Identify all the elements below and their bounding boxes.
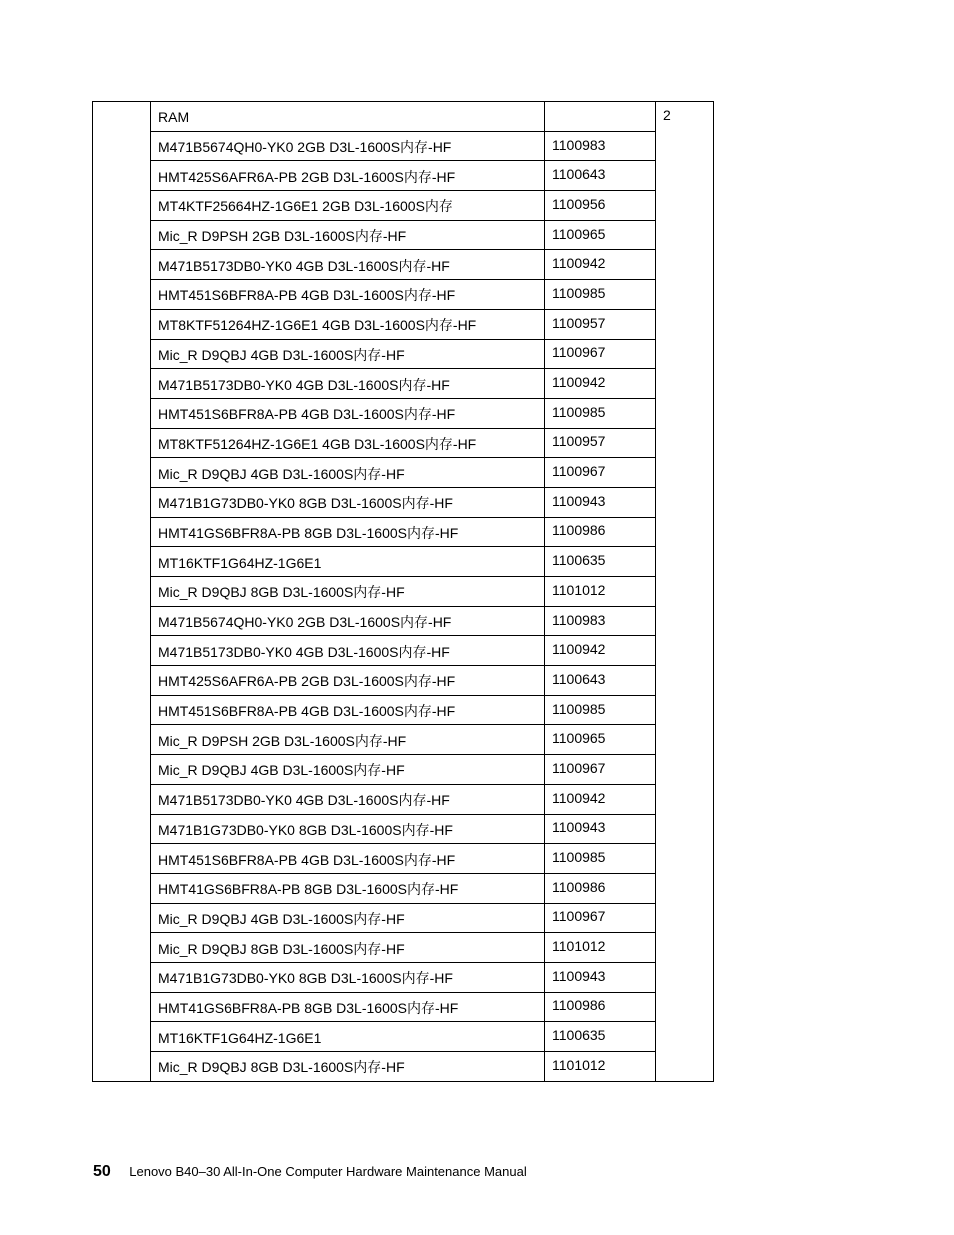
part-description: MT16KTF1G64HZ-1G6E1 [151,547,545,577]
table-body [93,102,714,1082]
fru-number: 1100985 [545,280,656,310]
part-description: M471B5674QH0-YK0 2GB D3L-1600S内存-HF [151,606,545,636]
fru-number: 1100967 [545,339,656,369]
part-description: HMT451S6BFR8A-PB 4GB D3L-1600S内存-HF [151,280,545,310]
table-row [93,280,714,310]
fru-number: 1100635 [545,1022,656,1052]
part-description: Mic_R D9QBJ 4GB D3L-1600S内存-HF [151,458,545,488]
fru-number: 1100967 [545,755,656,785]
table-row [93,161,714,191]
fru-number: 1100942 [545,369,656,399]
part-description: Mic_R D9PSH 2GB D3L-1600S内存-HF [151,725,545,755]
part-description: M471B5173DB0-YK0 4GB D3L-1600S内存-HF [151,636,545,666]
fru-number: 1101012 [545,577,656,607]
fru-number: 1100986 [545,992,656,1022]
fru-number: 1100635 [545,547,656,577]
ram-parts-table [92,101,714,1082]
quantity-cell: 2 [656,102,714,1082]
fru-number: 1100957 [545,309,656,339]
part-description: MT4KTF25664HZ-1G6E1 2GB D3L-1600S内存 [151,191,545,221]
table-row [93,695,714,725]
fru-number: 1100985 [545,695,656,725]
part-description: MT16KTF1G64HZ-1G6E1 [151,1022,545,1052]
part-description: Mic_R D9QBJ 4GB D3L-1600S内存-HF [151,903,545,933]
part-description: HMT425S6AFR6A-PB 2GB D3L-1600S内存-HF [151,161,545,191]
table-row [93,487,714,517]
table-row [93,1022,714,1052]
part-description: Mic_R D9QBJ 4GB D3L-1600S内存-HF [151,339,545,369]
fru-number: 1100943 [545,814,656,844]
table-row [93,577,714,607]
table-row [93,992,714,1022]
part-description: Mic_R D9PSH 2GB D3L-1600S内存-HF [151,220,545,250]
fru-number: 1100942 [545,636,656,666]
part-description: HMT451S6BFR8A-PB 4GB D3L-1600S内存-HF [151,398,545,428]
part-description: HMT451S6BFR8A-PB 4GB D3L-1600S内存-HF [151,695,545,725]
part-description: HMT41GS6BFR8A-PB 8GB D3L-1600S内存-HF [151,992,545,1022]
table-row [93,398,714,428]
part-description: HMT41GS6BFR8A-PB 8GB D3L-1600S内存-HF [151,517,545,547]
fru-number: 1100942 [545,250,656,280]
category-label: RAM [151,102,545,132]
table-row [93,428,714,458]
fru-number: 1100986 [545,873,656,903]
fru-number: 1100983 [545,606,656,636]
table-row [93,339,714,369]
fru-number: 1100643 [545,161,656,191]
fru-number: 1100985 [545,844,656,874]
table-row [93,725,714,755]
part-description: M471B5173DB0-YK0 4GB D3L-1600S内存-HF [151,369,545,399]
table-row [93,250,714,280]
table-row [93,191,714,221]
page-number: 50 [93,1163,111,1180]
table-row [93,755,714,785]
part-description: M471B5173DB0-YK0 4GB D3L-1600S内存-HF [151,250,545,280]
table-row [93,962,714,992]
blank-column-cell [93,102,151,1082]
table-row [93,547,714,577]
table-row [93,369,714,399]
part-description: M471B5674QH0-YK0 2GB D3L-1600S内存-HF [151,131,545,161]
part-description: M471B1G73DB0-YK0 8GB D3L-1600S内存-HF [151,962,545,992]
table-row [93,309,714,339]
part-description: Mic_R D9QBJ 4GB D3L-1600S内存-HF [151,755,545,785]
part-description: M471B5173DB0-YK0 4GB D3L-1600S内存-HF [151,784,545,814]
fru-number: 1100956 [545,191,656,221]
part-description: MT8KTF51264HZ-1G6E1 4GB D3L-1600S内存-HF [151,309,545,339]
fru-number: 1100967 [545,903,656,933]
table-row [93,1052,714,1082]
table-row [93,666,714,696]
part-description: Mic_R D9QBJ 8GB D3L-1600S内存-HF [151,577,545,607]
manual-title: Lenovo B40–30 All-In-One Computer Hardware Maintenance Manual [129,1164,527,1179]
part-description: MT8KTF51264HZ-1G6E1 4GB D3L-1600S内存-HF [151,428,545,458]
category-fru-cell [545,102,656,132]
table-row [93,933,714,963]
fru-number: 1100965 [545,725,656,755]
fru-number: 1100985 [545,398,656,428]
part-description: HMT425S6AFR6A-PB 2GB D3L-1600S内存-HF [151,666,545,696]
fru-number: 1100942 [545,784,656,814]
fru-number: 1100943 [545,487,656,517]
part-description: HMT451S6BFR8A-PB 4GB D3L-1600S内存-HF [151,844,545,874]
table-row [93,636,714,666]
table-row [93,784,714,814]
table-row [93,458,714,488]
fru-number: 1100983 [545,131,656,161]
table-row [93,844,714,874]
page-footer [93,1163,527,1181]
part-description: M471B1G73DB0-YK0 8GB D3L-1600S内存-HF [151,814,545,844]
fru-number: 1101012 [545,933,656,963]
part-description: HMT41GS6BFR8A-PB 8GB D3L-1600S内存-HF [151,873,545,903]
table-header-row [93,102,714,132]
table-row [93,903,714,933]
table-row [93,131,714,161]
fru-number: 1100965 [545,220,656,250]
part-description: M471B1G73DB0-YK0 8GB D3L-1600S内存-HF [151,487,545,517]
fru-number: 1100643 [545,666,656,696]
fru-number: 1100967 [545,458,656,488]
part-description: Mic_R D9QBJ 8GB D3L-1600S内存-HF [151,1052,545,1082]
table-row [93,606,714,636]
table-row [93,873,714,903]
fru-number: 1100957 [545,428,656,458]
table-row [93,220,714,250]
table-row [93,814,714,844]
table-row [93,517,714,547]
part-description: Mic_R D9QBJ 8GB D3L-1600S内存-HF [151,933,545,963]
fru-number: 1100943 [545,962,656,992]
fru-number: 1101012 [545,1052,656,1082]
fru-number: 1100986 [545,517,656,547]
